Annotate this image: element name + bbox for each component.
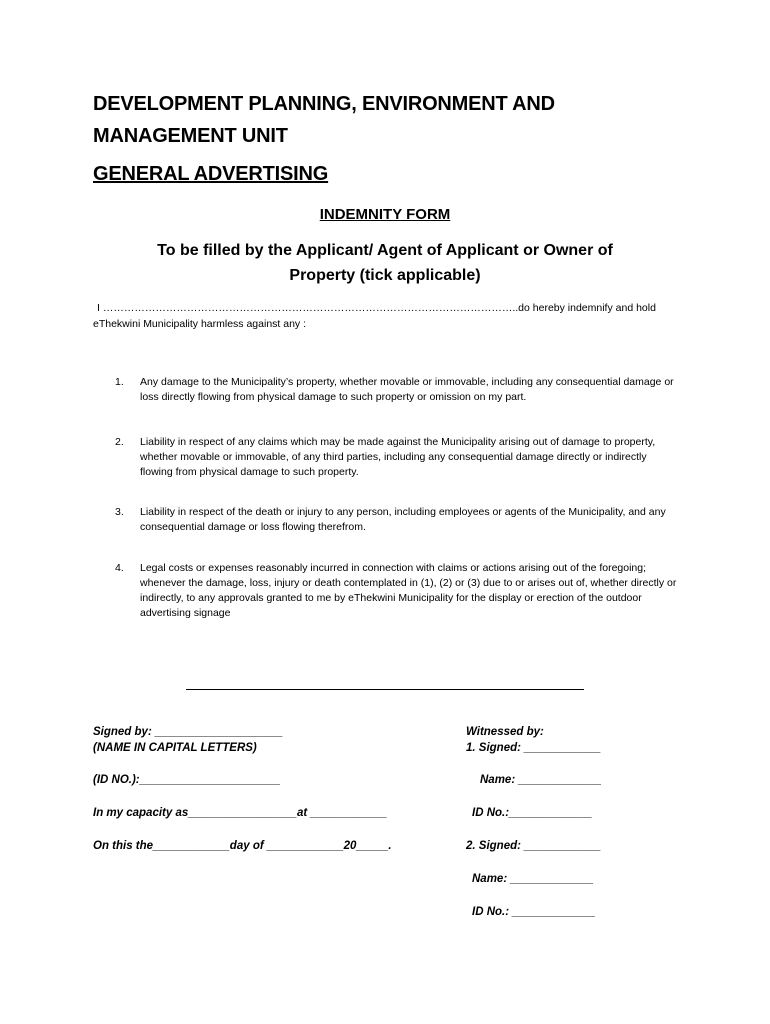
clause-item: [115, 561, 680, 621]
intro-line-1: I ………………………………………………………………………………………………………..do hereby indemnify and hold: [97, 302, 656, 314]
witness-2-name-field[interactable]: Name: _____________: [472, 873, 594, 885]
clause-item: [115, 505, 680, 535]
signed-by-field[interactable]: Signed by: ____________________: [93, 726, 283, 738]
indemnity-intro: [93, 300, 673, 332]
form-subtitle-line-1: To be filled by the Applicant/ Agent of Applicant or Owner of: [157, 242, 613, 259]
clause-number: 4.: [115, 562, 124, 574]
form-title: INDEMNITY FORM: [319, 206, 451, 223]
witness-2-id-field[interactable]: ID No.: _____________: [472, 906, 596, 918]
general-advertising-heading: GENERAL ADVERTISING: [93, 163, 329, 185]
clause-item: [115, 435, 680, 480]
intro-line-2: eThekwini Municipality harmless against any :: [93, 318, 307, 330]
witness-2-signed-field[interactable]: 2. Signed: ____________: [466, 840, 601, 852]
heading-line-2: MANAGEMENT UNIT: [93, 125, 288, 147]
witness-1-name-field[interactable]: Name: _____________: [480, 774, 602, 786]
form-subtitle-line-2: Property (tick applicable): [289, 267, 481, 284]
clause-number: 3.: [115, 506, 124, 518]
clause-number: 1.: [115, 376, 124, 388]
id-number-field[interactable]: (ID NO.):______________________: [93, 774, 281, 786]
heading-line-1: DEVELOPMENT PLANNING, ENVIRONMENT AND: [93, 93, 555, 115]
witness-1-id-field[interactable]: ID No.:_____________: [472, 807, 593, 819]
clause-text: Liability in respect of any claims which may be made against the Municipality arising out of damage to property, whether movable or immovable, of any third parties, including any consequential damage directly or indirectly flowing from physical damage to such property.: [140, 436, 656, 478]
clause-item: [115, 375, 680, 405]
clause-number: 2.: [115, 436, 124, 448]
name-capitals-label: (NAME IN CAPITAL LETTERS): [93, 742, 257, 754]
clause-text: Liability in respect of the death or injury to any person, including employees or agents of the Municipality, and any consequential damage or loss flowing therefrom.: [140, 506, 666, 533]
capacity-field[interactable]: In my capacity as_________________at ____________: [93, 807, 388, 819]
witnessed-by-label: Witnessed by:: [466, 726, 544, 738]
clause-text: Legal costs or expenses reasonably incurred in connection with claims or actions arising out of the foregoing; whenever the damage, loss, injury or death contemplated in (1), (2) or (3) due to or arises out of, whether directly or indirectly, to any approvals granted to me by eThekwini Municipality for the display or erection of the outdoor advertising signage: [140, 562, 677, 619]
witness-1-signed-field[interactable]: 1. Signed: ____________: [466, 742, 601, 754]
form-subtitle: [100, 238, 670, 288]
unit-heading: [93, 88, 693, 152]
clause-text: Any damage to the Municipality’s property, whether movable or immovable, including any consequential damage or loss directly flowing from physical damage to such property or omission on my part.: [140, 376, 674, 403]
date-field[interactable]: On this the____________day of ____________20_____.: [93, 840, 392, 852]
signature-divider: [186, 689, 584, 690]
